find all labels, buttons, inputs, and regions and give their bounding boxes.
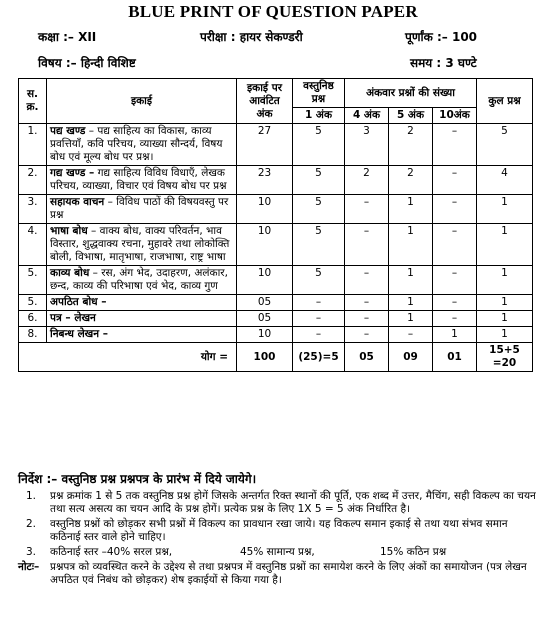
row-1-mark: –	[345, 295, 389, 311]
row-5-mark: –	[433, 295, 477, 311]
row-objective: –	[293, 327, 345, 343]
row-objective: –	[293, 311, 345, 327]
unit-title: अपठित बोध –	[50, 296, 107, 308]
total-1-mark: 05	[345, 343, 389, 372]
row-4-mark: 1	[389, 266, 433, 295]
note-text: प्रश्नपत्र को व्यवस्थित करने के उद्देश्य से तथा प्रश्नपत्र में वस्तुनिष्ठ प्रश्नों का समायेश करने के लिए अंकों का समायोजन (पत्र लेखन अपठित एवं निबंध को छोड़कर) शेष इकाईयों से किया गया है।	[50, 561, 527, 586]
row-1-mark: 3	[345, 124, 389, 166]
unit-description: – विविध पाठों की विषयवस्तु पर प्रश्न	[50, 196, 229, 221]
row-objective: 5	[293, 195, 345, 224]
row-marks: 10	[237, 195, 293, 224]
total-marks-label: पूर्णांक :– 100	[405, 30, 478, 44]
row-sno: 1.	[19, 124, 47, 166]
header-4-mark: 4 अंक	[345, 108, 389, 124]
time-label: समय : 3 घण्टे	[410, 56, 477, 70]
instruction-item: 3. कठिनाई स्तर –40% सरल प्रश्न, 45% सामान्य प्रश्न, 15% कठिन प्रश्न	[18, 546, 538, 559]
table-row	[19, 124, 533, 166]
total-4-mark: 09	[389, 343, 433, 372]
row-unit	[47, 327, 237, 343]
class-label: कक्षा :– XII	[38, 30, 97, 44]
unit-title: निबन्ध लेखन –	[50, 328, 109, 340]
row-4-mark: 2	[389, 124, 433, 166]
row-5-mark: –	[433, 266, 477, 295]
header-sno: स. क्र.	[19, 79, 47, 124]
unit-description: – रस, अंग भेद, उदाहरण, अलंकार, छन्द, काव्य की परिभाषा एवं भेद, काव्य गुण	[50, 267, 228, 292]
row-4-mark: –	[389, 327, 433, 343]
blueprint-table	[18, 78, 533, 372]
row-sno: 5.	[19, 266, 47, 295]
row-4-mark: 1	[389, 224, 433, 266]
header-1-mark: 1 अंक	[293, 108, 345, 124]
header-5-mark: 5 अंक	[389, 108, 433, 124]
row-unit	[47, 295, 237, 311]
row-4-mark: 1	[389, 295, 433, 311]
unit-description: – पद्य साहित्य का विकास, काव्य प्रवत्तियाँ, कवि परिचय, व्याख्या सौन्दर्य, विषय बोध एवं मूल्य बोध पर प्रश्न।	[50, 125, 223, 163]
header-marks-allocated: इकाई पर आवंटित अंक	[237, 79, 293, 124]
row-objective: –	[293, 295, 345, 311]
row-total: 1	[477, 311, 533, 327]
row-5-mark: –	[433, 166, 477, 195]
row-marks: 05	[237, 295, 293, 311]
row-1-mark: –	[345, 224, 389, 266]
row-5-mark: 1	[433, 327, 477, 343]
difficulty-levels: कठिनाई स्तर –40% सरल प्रश्न, 45% सामान्य प्रश्न, 15% कठिन प्रश्न	[50, 546, 447, 558]
row-5-mark: –	[433, 195, 477, 224]
row-marks: 10	[237, 224, 293, 266]
note-label: नोटः–	[18, 561, 40, 573]
row-1-mark: 2	[345, 166, 389, 195]
row-5-mark: –	[433, 311, 477, 327]
total-row	[19, 343, 533, 372]
table-row	[19, 224, 533, 266]
header-total: कुल प्रश्न	[477, 79, 533, 124]
unit-title: सहायक वाचन	[50, 196, 105, 208]
row-5-mark: –	[433, 224, 477, 266]
row-sno: 2.	[19, 166, 47, 195]
total-questions-line2: =20	[492, 357, 517, 369]
instruction-item: 1. प्रश्न क्रमांक 1 से 5 तक वस्तुनिष्ठ प्रश्न होगें जिसके अन्तर्गत रिक्त स्थानों की पूर्ति, एक शब्द में उत्तर, मैचिंग, सही विकल्प का चयन तथा सत्य असत्य का चयन आदि के प्रश्न होगें। प्रत्येक प्रश्न के लिए 1X 5 = 5 अंक निर्धारित है।	[26, 490, 536, 515]
row-unit	[47, 124, 237, 166]
instructions-heading: निर्देश :– वस्तुनिष्ठ प्रश्न प्रश्नपत्र के प्रारंभ में दिये जायेगे।	[18, 472, 257, 486]
unit-title: गद्य खण्ड –	[50, 167, 95, 179]
table-row	[19, 195, 533, 224]
table-row	[19, 266, 533, 295]
unit-description: – वाक्य बोध, वाक्य परिवर्तन, भाव विस्तार, शुद्धवाक्य रचना, मुहावरे तथा लोकोक्ति बोली, विभाषा, मातृभाषा, राजभाषा, राष्ट्र भाषा	[50, 225, 230, 263]
row-1-mark: –	[345, 327, 389, 343]
row-total: 4	[477, 166, 533, 195]
row-total: 1	[477, 295, 533, 311]
row-total: 1	[477, 195, 533, 224]
total-questions	[477, 343, 533, 372]
header-10-mark: 10अंक	[433, 108, 477, 124]
row-total: 1	[477, 224, 533, 266]
row-sno: 4.	[19, 224, 47, 266]
table-row	[19, 295, 533, 311]
row-marks: 10	[237, 266, 293, 295]
row-unit	[47, 224, 237, 266]
unit-title: पद्य खण्ड	[50, 125, 86, 137]
total-marks: 100	[237, 343, 293, 372]
header-unit: इकाई	[47, 79, 237, 124]
row-unit	[47, 266, 237, 295]
row-sno: 6.	[19, 311, 47, 327]
row-4-mark: 2	[389, 166, 433, 195]
total-5-mark: 01	[433, 343, 477, 372]
unit-title: काव्य बोध	[50, 267, 90, 279]
row-marks: 10	[237, 327, 293, 343]
instructions	[18, 470, 538, 589]
total-questions-line1: 15+5	[489, 344, 520, 356]
row-marks: 27	[237, 124, 293, 166]
row-5-mark: –	[433, 124, 477, 166]
row-total: 1	[477, 327, 533, 343]
unit-title: पत्र – लेखन	[50, 312, 96, 324]
note	[18, 561, 538, 587]
row-objective: 5	[293, 266, 345, 295]
row-unit	[47, 311, 237, 327]
row-4-mark: 1	[389, 311, 433, 327]
table-row	[19, 311, 533, 327]
total-label: योग =	[19, 343, 237, 372]
table-row	[19, 327, 533, 343]
row-marks: 23	[237, 166, 293, 195]
row-sno: 3.	[19, 195, 47, 224]
unit-title: भाषा बोध	[50, 225, 88, 237]
table-row	[19, 166, 533, 195]
header-objective: वस्तुनिष्ठ प्रश्न	[293, 79, 345, 108]
exam-label: परीक्षा : हायर सेकण्डरी	[200, 30, 303, 44]
row-1-mark: –	[345, 311, 389, 327]
document-title: BLUE PRINT OF QUESTION PAPER	[128, 2, 418, 21]
row-objective: 5	[293, 166, 345, 195]
row-sno: 5.	[19, 295, 47, 311]
row-unit	[47, 166, 237, 195]
row-objective: 5	[293, 224, 345, 266]
header-row-1	[19, 79, 533, 108]
row-total: 5	[477, 124, 533, 166]
row-unit	[47, 195, 237, 224]
row-1-mark: –	[345, 195, 389, 224]
unit-description: गद्य साहित्य विविध विधाएँ, लेखक परिचय, व्याख्या, विचार एवं विषय बोध पर प्रश्न	[50, 167, 227, 192]
row-sno: 8.	[19, 327, 47, 343]
subject-label: विषय :– हिन्दी विशिष्ट	[38, 56, 136, 70]
header-marks-wise: अंकवार प्रश्नों की संख्या	[345, 79, 477, 108]
row-1-mark: –	[345, 266, 389, 295]
total-objective: (25)=5	[293, 343, 345, 372]
row-objective: 5	[293, 124, 345, 166]
row-total: 1	[477, 266, 533, 295]
instruction-item: 2. वस्तुनिष्ठ प्रश्नों को छोड़कर सभी प्रश्नों में विकल्प का प्रावधान रखा जाये। यह विकल्प समान इकाई से तथा यथा संभव समान कठिनाई स्तर वाले होने चाहिए।	[26, 518, 508, 543]
row-4-mark: 1	[389, 195, 433, 224]
row-marks: 05	[237, 311, 293, 327]
